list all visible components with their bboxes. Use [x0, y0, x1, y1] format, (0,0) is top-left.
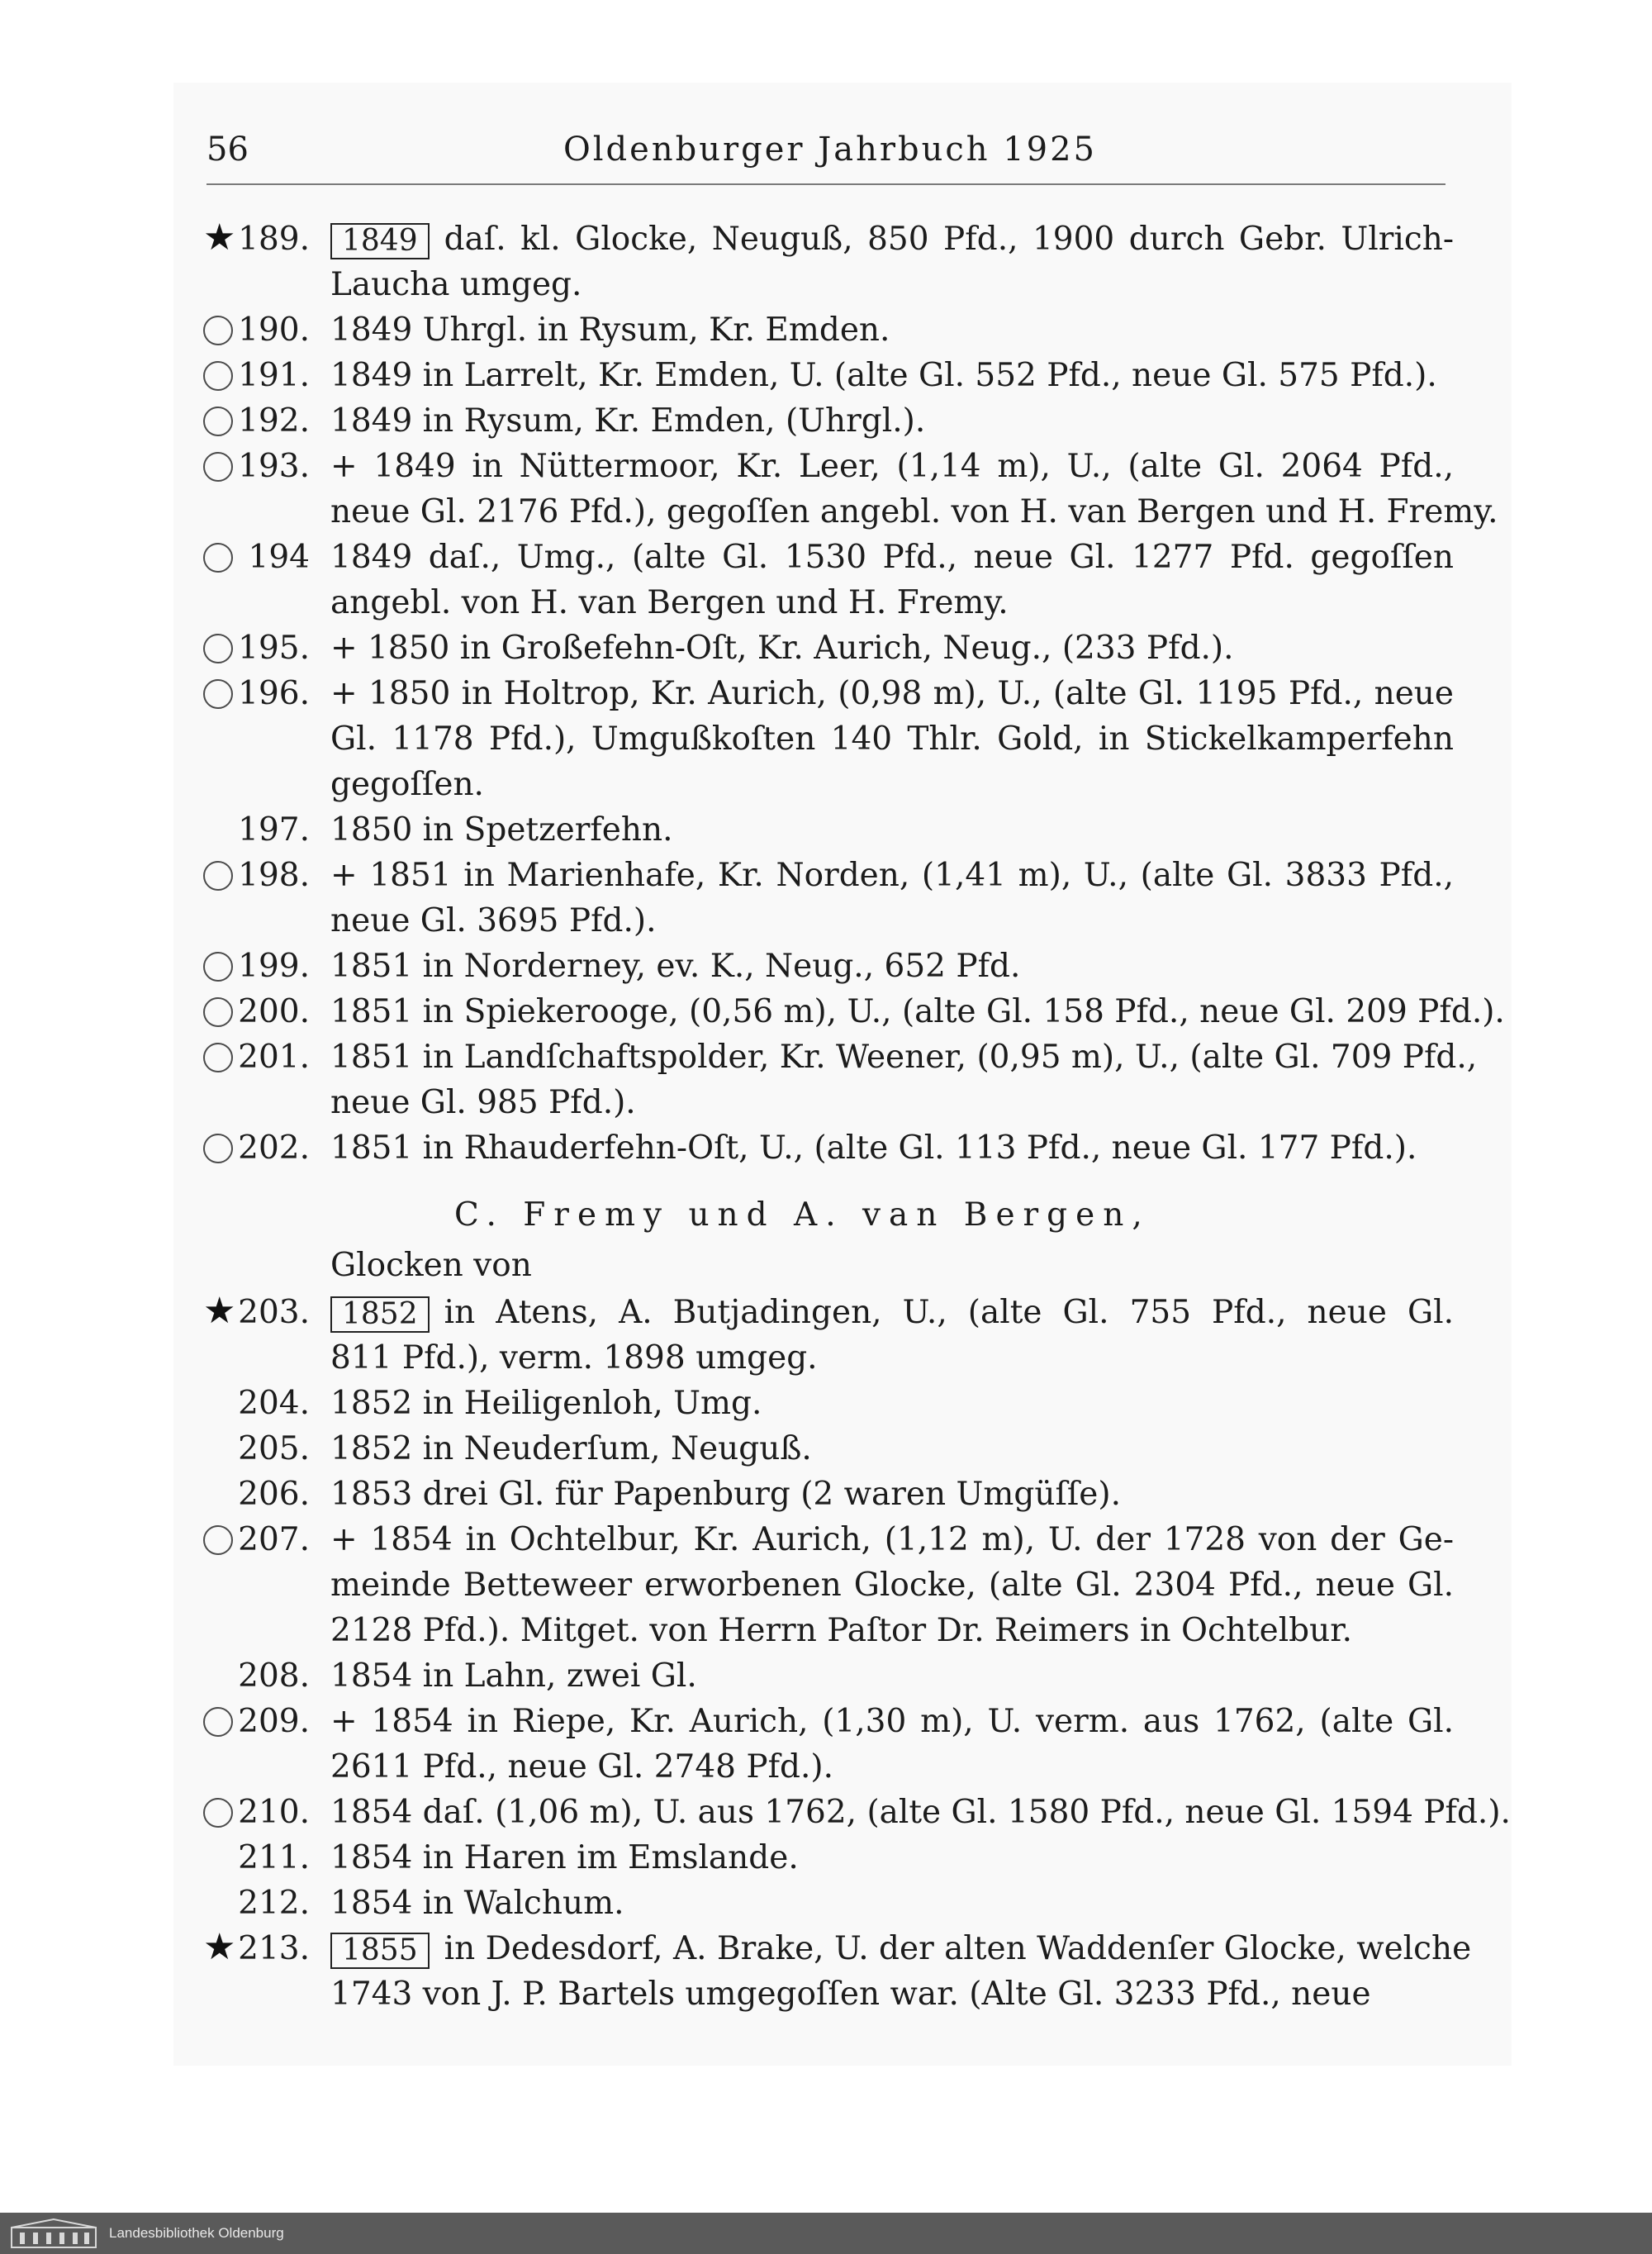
entry-number: 195. — [238, 630, 310, 667]
catalog-entry — [0, 671, 1652, 807]
entry-number: 211. — [238, 1839, 310, 1876]
library-name: Landesbibliothek Oldenburg — [109, 2225, 284, 2241]
catalog-entry — [0, 1125, 1652, 1171]
entry-text-line — [0, 580, 1652, 625]
circle-marker-icon — [203, 452, 233, 482]
entry-text: + 1850 in Großefehn-Oſt, Kr. Aurich, Neug., (233 Pfd.). — [330, 630, 1234, 667]
catalog-entry — [0, 1034, 1652, 1125]
catalog-entry — [0, 1835, 1652, 1881]
entry-number: 206. — [238, 1476, 310, 1513]
entry-text: 1851 in Spiekeroogе, (0,56 m), U., (alte Gl. 158 Pfd., neue Gl. 209 Pfd.). — [330, 993, 1505, 1030]
catalog-entry — [0, 1517, 1652, 1653]
entry-text: 1851 in Rhauderfehn-Oſt, U., (alte Gl. 113 Pfd., neue Gl. 177 Pfd.). — [330, 1129, 1417, 1167]
entry-number: 198. — [238, 857, 310, 894]
star-marker-icon: ★ — [203, 216, 236, 259]
entry-number: 213. — [238, 1930, 310, 1967]
library-footer-bar — [0, 2213, 1652, 2254]
entry-text: 811 Pfd.), verm. 1898 umgeg. — [330, 1339, 818, 1377]
entry-text: 1854 in Walchum. — [330, 1885, 624, 1922]
entry-text: + 1851 in Marienhafe, Kr. Norden, (1,41 m), U., (alte Gl. 3833 Pfd., — [330, 857, 1454, 894]
entry-text: 1854 in Lahn, zwei Gl. — [330, 1657, 697, 1695]
catalog-entry — [0, 1881, 1652, 1926]
entry-text-line — [0, 489, 1652, 535]
entry-number: 201. — [238, 1039, 310, 1076]
circle-marker-icon — [203, 997, 233, 1027]
catalog-entry — [0, 1426, 1652, 1472]
catalog-entry — [0, 1926, 1652, 2017]
entry-number: 189. — [238, 221, 310, 258]
library-building-icon — [8, 2218, 99, 2249]
entry-text: angebl. von H. van Bergen und H. Fremy. — [330, 584, 1009, 621]
entry-number: 190. — [238, 311, 310, 349]
entry-text: 1851 in Norderney, ev. K., Neug., 652 Pfd. — [330, 948, 1021, 985]
entry-text: gegoſſen. — [330, 766, 484, 803]
catalog-entry — [0, 625, 1652, 671]
star-marker-icon: ★ — [203, 1290, 236, 1332]
entry-number: 210. — [238, 1794, 310, 1831]
boxed-year: 1852 — [330, 1296, 430, 1333]
circle-marker-icon — [203, 1134, 233, 1163]
page-number: 56 — [206, 131, 249, 169]
entry-list-1849-1851 — [0, 216, 1652, 1171]
entry-text-line — [0, 262, 1652, 307]
catalog-entry — [0, 353, 1652, 398]
circle-marker-icon — [203, 407, 233, 436]
circle-marker-icon — [203, 861, 233, 891]
catalog-entry — [0, 1290, 1652, 1381]
entry-text: 1854 in Haren im Emslande. — [330, 1839, 799, 1876]
circle-marker-icon — [203, 316, 233, 345]
catalog-entry — [0, 853, 1652, 944]
header-rule — [206, 183, 1446, 185]
catalog-entry — [0, 307, 1652, 353]
page-content — [0, 216, 1652, 2017]
page-header — [206, 131, 1454, 185]
entry-number: 212. — [238, 1885, 310, 1922]
catalog-entry — [0, 216, 1652, 307]
entry-text: neue Gl. 3695 Pfd.). — [330, 902, 657, 939]
entry-text-line — [0, 1744, 1652, 1790]
entry-number: 200. — [238, 993, 310, 1030]
entry-number: 209. — [238, 1703, 310, 1740]
entry-text: Gl. 1178 Pfd.), Umgußkoſten 140 Thlr. Gold, in Stickelkamperfehn — [330, 720, 1454, 758]
entry-text: 1854 daſ. (1,06 m), U. aus 1762, (alte Gl. 1580 Pfd., neue Gl. 1594 Pfd.). — [330, 1794, 1511, 1831]
entry-number: 199. — [238, 948, 310, 985]
section-subheading: Glocken von — [330, 1247, 532, 1284]
entry-text-line — [0, 1335, 1652, 1381]
circle-marker-icon — [203, 679, 233, 709]
entry-text: 1850 in Spetzerfehn. — [330, 811, 673, 849]
entry-number: 192. — [238, 402, 310, 440]
circle-marker-icon — [203, 1707, 233, 1737]
entry-text: 1849 daſ., Umg., (alte Gl. 1530 Pfd., neue Gl. 1277 Pfd. gegoſſen — [330, 539, 1454, 576]
entry-number: 204. — [238, 1385, 310, 1422]
entry-number: 202. — [238, 1129, 310, 1167]
entry-text-line — [0, 762, 1652, 807]
entry-text: meinde Bettewеer erworbenen Glocke, (alte Gl. 2304 Pfd., neue Gl. — [330, 1567, 1454, 1604]
catalog-entry — [0, 398, 1652, 444]
entry-text-line — [0, 898, 1652, 944]
entry-text-line — [0, 1562, 1652, 1608]
entry-text: + 1849 in Nüttermoor, Kr. Leer, (1,14 m), U., (alte Gl. 2064 Pfd., — [330, 448, 1454, 485]
entry-text: 1852 in Neuderſum, Neuguß. — [330, 1430, 812, 1467]
entry-text: neue Gl. 2176 Pfd.), gegoſſen angebl. von H. van Bergen und H. Fremy. — [330, 493, 1498, 530]
entry-text: in Dedesdorf, A. Brake, U. der alten Waddenſer Glocke, welche — [444, 1930, 1472, 1967]
entry-number: 208. — [238, 1657, 310, 1695]
entry-text: 1743 von J. P. Bartels umgegoſſen war. (Alte Gl. 3233 Pfd., neue — [330, 1976, 1371, 2013]
circle-marker-icon — [203, 1525, 233, 1555]
circle-marker-icon — [203, 634, 233, 663]
circle-marker-icon — [203, 952, 233, 982]
entry-number: 205. — [238, 1430, 310, 1467]
circle-marker-icon — [203, 361, 233, 391]
entry-text: + 1854 in Ochtelbur, Kr. Aurich, (1,12 m), U. der 1728 von der Ge- — [330, 1521, 1454, 1558]
entry-text: in Atens, A. Butjadingen, U., (alte Gl. 755 Pfd., neue Gl. — [444, 1294, 1454, 1331]
circle-marker-icon — [203, 1798, 233, 1828]
entry-text-line — [0, 716, 1652, 762]
boxed-year: 1855 — [330, 1933, 430, 1969]
entry-text: 1851 in Landſchaftspolder, Kr. Weener, (0,95 m), U., (alte Gl. 709 Pfd., — [330, 1039, 1478, 1076]
catalog-entry — [0, 1381, 1652, 1426]
circle-marker-icon — [203, 1043, 233, 1072]
entry-number: 203. — [238, 1294, 310, 1331]
entry-number: 191. — [238, 357, 310, 394]
entry-text: 1849 Uhrgl. in Rysum, Kr. Emden. — [330, 311, 890, 349]
entry-text: + 1854 in Riepe, Kr. Aurich, (1,30 m), U. verm. aus 1762, (alte Gl. — [330, 1703, 1454, 1740]
circle-marker-icon — [203, 543, 233, 573]
boxed-year: 1849 — [330, 223, 430, 259]
catalog-entry — [0, 807, 1652, 853]
entry-list-1852-1855 — [0, 1290, 1652, 2017]
star-marker-icon: ★ — [203, 1926, 236, 1968]
entry-number: 193. — [238, 448, 310, 485]
entry-text: daſ. kl. Glocke, Neuguß, 850 Pfd., 1900 durch Gebr. Ulrich- — [444, 221, 1454, 258]
entry-text: 1849 in Larrelt, Kr. Emden, U. (alte Gl. 552 Pfd., neue Gl. 575 Pfd.). — [330, 357, 1437, 394]
entry-text: 2128 Pfd.). Mitget. von Herrn Paſtor Dr. Reimers in Ochtelbur. — [330, 1612, 1353, 1649]
catalog-entry — [0, 1699, 1652, 1790]
running-title: Oldenburger Jahrbuch 1925 — [563, 131, 1098, 169]
catalog-entry — [0, 1790, 1652, 1835]
entry-text: Laucha umgeg. — [330, 266, 582, 303]
catalog-entry — [0, 535, 1652, 625]
entry-text: 2611 Pfd., neue Gl. 2748 Pfd.). — [330, 1748, 833, 1786]
entry-text: neue Gl. 985 Pfd.). — [330, 1084, 636, 1121]
entry-number: 196. — [238, 675, 310, 712]
catalog-entry — [0, 1472, 1652, 1517]
catalog-entry — [0, 989, 1652, 1034]
catalog-entry — [0, 444, 1652, 535]
entry-number: 207. — [238, 1521, 310, 1558]
entry-text-line — [0, 1080, 1652, 1125]
entry-text: 1849 in Rysum, Kr. Emden, (Uhrgl.). — [330, 402, 926, 440]
entry-text: 1853 drei Gl. für Papenburg (2 waren Umgüſſe). — [330, 1476, 1122, 1513]
entry-text: + 1850 in Holtrop, Kr. Aurich, (0,98 m), U., (alte Gl. 1195 Pfd., neue — [330, 675, 1454, 712]
catalog-entry — [0, 944, 1652, 989]
entry-text: 1852 in Heiligenloh, Umg. — [330, 1385, 762, 1422]
entry-text-line — [0, 1608, 1652, 1653]
catalog-entry — [0, 1653, 1652, 1699]
entry-number: 197. — [238, 811, 310, 849]
entry-text-line — [0, 1971, 1652, 2017]
entry-number: 194 — [248, 539, 310, 576]
section-heading: C. Fremy und A. van Bergen, — [454, 1196, 1151, 1234]
